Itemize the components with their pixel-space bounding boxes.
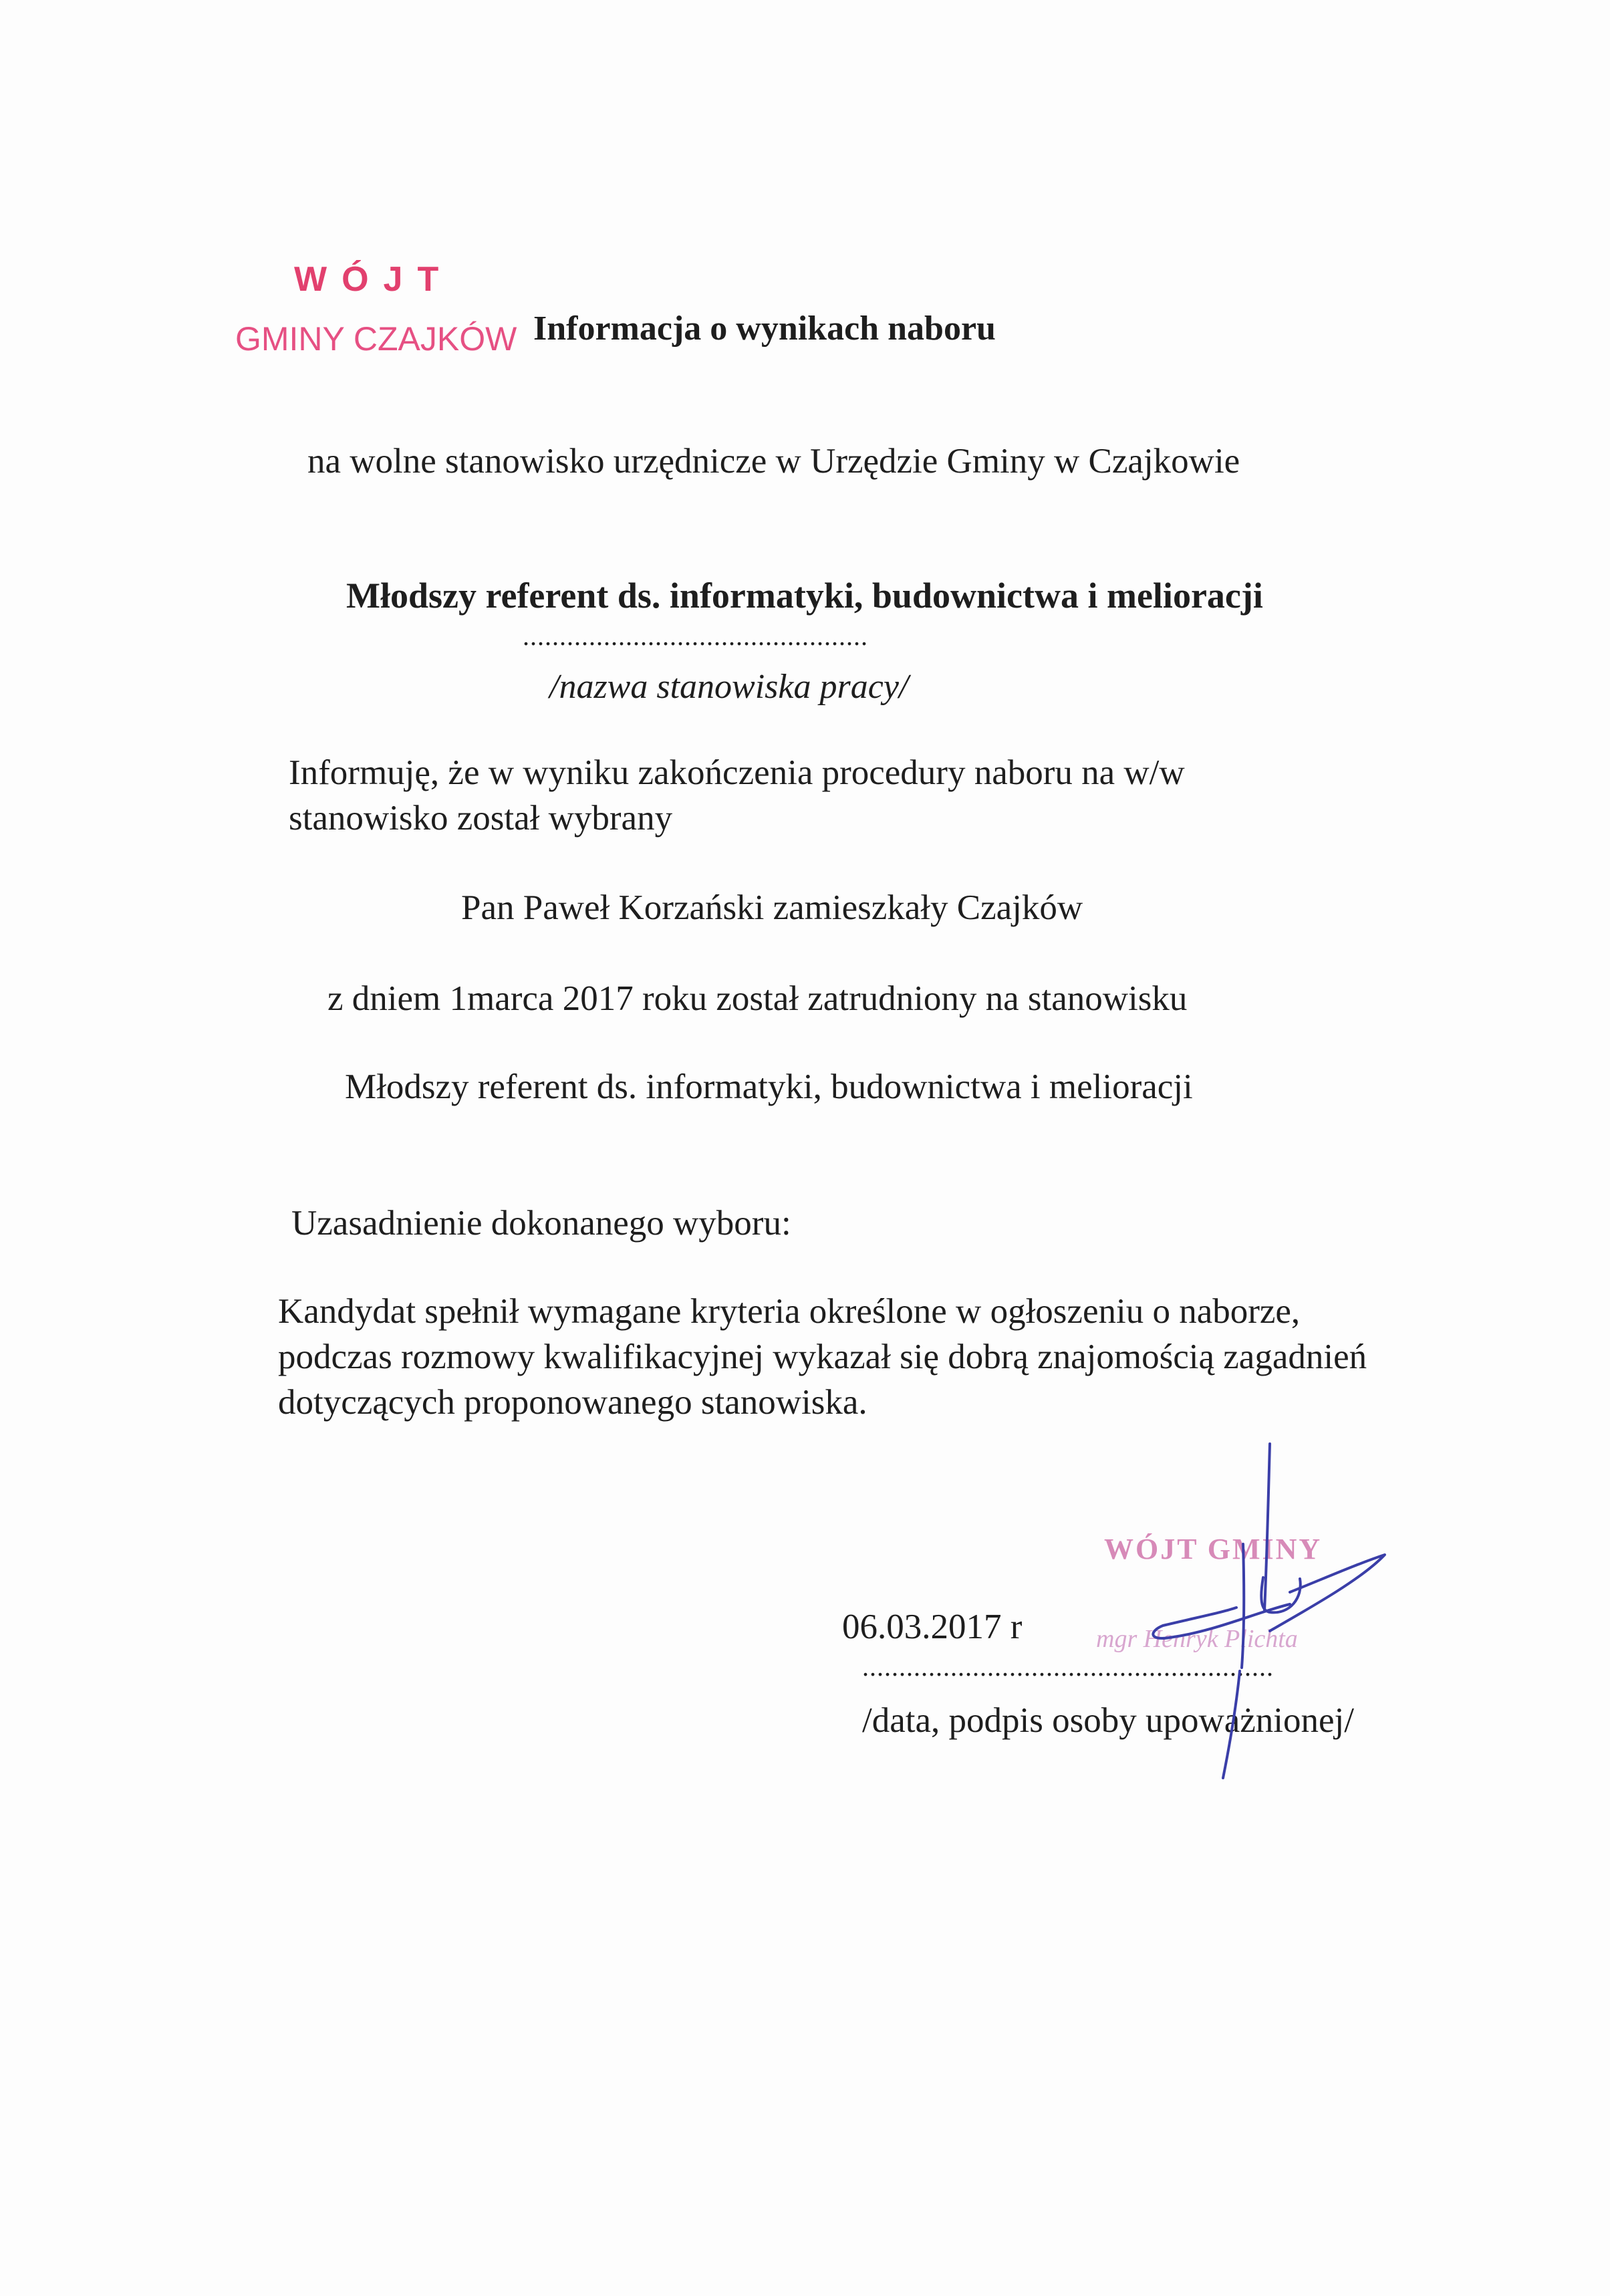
position-title: Młodszy referent ds. informatyki, budownictwa i melioracji [346, 576, 1263, 616]
position-caption: /nazwa stanowiska pracy/ [549, 668, 909, 706]
justification-line-1: Kandydat spełnił wymagane kryteria określone w ogłoszeniu o naborze, [278, 1292, 1301, 1331]
position-repeat: Młodszy referent ds. informatyki, budownictwa i melioracji [345, 1067, 1193, 1106]
document-date: 06.03.2017 r [842, 1608, 1023, 1646]
signature-dotted-line: ........................................................ [862, 1652, 1274, 1682]
justification-line-2: podczas rozmowy kwalifikacyjnej wykazał się dobrą znajomością zagadnień [278, 1337, 1367, 1376]
signature-caption: /data, podpis osoby upoważnionej/ [862, 1701, 1354, 1740]
employment-line: z dniem 1marca 2017 roku został zatrudniony na stanowisku [327, 979, 1188, 1018]
subtitle: na wolne stanowisko urzędnicze w Urzędzie Gminy w Czajkowie [307, 442, 1240, 481]
position-dotted-line: ............................................... [523, 621, 868, 651]
stamp-line-gmina: GMINY CZAJKÓW [235, 320, 517, 358]
stamp-line-wojt-gminy: WÓJT GMINY [1104, 1533, 1323, 1565]
selected-person: Pan Paweł Korzański zamieszkały Czajków [461, 888, 1083, 927]
handwritten-signature [1069, 1437, 1403, 1785]
document-title: Informacja o wynikach naboru [533, 309, 996, 348]
justification-heading: Uzasadnienie dokonanego wyboru: [291, 1204, 791, 1243]
stamp-line-name: mgr Henryk Plichta [1096, 1625, 1298, 1653]
info-line-1: Informuję, że w wyniku zakończenia procedury naboru na w/w [289, 753, 1185, 792]
info-line-2: stanowisko został wybrany [289, 799, 673, 838]
justification-line-3: dotyczących proponowanego stanowiska. [278, 1383, 867, 1422]
stamp-line-wojt: WÓJT [294, 260, 454, 299]
